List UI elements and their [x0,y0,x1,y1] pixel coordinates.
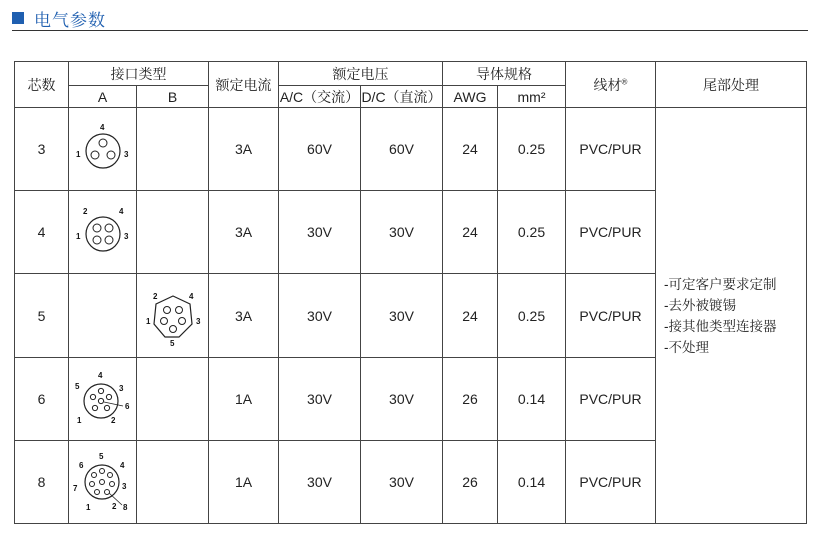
pin-label: 2 [110,415,115,425]
pin-label: 3 [123,150,128,160]
pin-label: 4 [118,207,123,217]
cell-awg: 24 [443,274,498,357]
pin-label: 8 [122,502,127,512]
pin-label: 2 [111,501,116,511]
cell-voltage-dc: 30V [361,440,443,523]
cell-cores: 3 [15,108,69,191]
header-connector-type: 接口类型 [69,62,209,86]
section-header [12,6,106,30]
section-title: 电气参数 [34,10,106,30]
header-voltage-ac: A/C（交流） [279,86,361,108]
header-awg: AWG [443,86,498,108]
cell-awg: 26 [443,357,498,440]
3-pin-connector-diagram [71,119,135,179]
cell-mm2: 0.14 [498,440,566,523]
cell-connector-a [69,357,137,440]
cell-current: 3A [209,274,279,357]
cell-cores: 6 [15,357,69,440]
pin-label: 6 [78,460,83,470]
header-voltage-dc: D/C（直流） [361,86,443,108]
cell-cores: 5 [15,274,69,357]
section-divider [12,30,808,31]
pin-label: 4 [188,291,193,301]
cell-awg: 26 [443,440,498,523]
pin-label: 3 [123,232,128,242]
cell-current: 3A [209,191,279,274]
pin-label: 1 [145,316,150,326]
cell-connector-a [69,108,137,191]
header-conductor: 导体规格 [443,62,566,86]
cell-mm2: 0.25 [498,274,566,357]
tail-option: -去外被镀锡 [664,297,736,313]
header-row-1 [15,62,807,86]
cell-connector-b [137,357,209,440]
cell-mm2: 0.25 [498,108,566,191]
cell-voltage-ac: 30V [279,274,361,357]
cell-voltage-dc: 30V [361,191,443,274]
4-pin-connector-diagram [71,202,135,262]
cell-voltage-dc: 30V [361,357,443,440]
8-pin-connector-diagram [70,449,136,515]
pin-label: 1 [76,415,81,425]
header-rated-current: 额定电流 [209,62,279,108]
cell-cores: 4 [15,191,69,274]
header-rated-voltage: 额定电压 [279,62,443,86]
pin-label: 5 [169,338,174,348]
cell-voltage-dc: 30V [361,274,443,357]
cell-wire: PVC/PUR [566,108,656,191]
cell-voltage-ac: 30V [279,191,361,274]
cell-current: 3A [209,108,279,191]
table-row [15,108,807,191]
cell-wire: PVC/PUR [566,440,656,523]
header-connector-a: A [69,86,137,108]
header-wire-label: 线材 [593,76,622,93]
header-cores: 芯数 [15,62,69,108]
cell-voltage-ac: 30V [279,357,361,440]
tail-option: -接其他类型连接器 [664,318,777,334]
header-connector-b: B [137,86,209,108]
6-pin-connector-diagram [71,367,135,431]
header-mm2: mm² [498,86,566,108]
pin-label: 4 [99,123,104,133]
5-pin-connector-diagram [141,284,205,348]
cell-voltage-ac: 30V [279,440,361,523]
cell-mm2: 0.14 [498,357,566,440]
pin-label: 1 [75,150,80,160]
pin-label: 2 [82,207,87,217]
tail-processing-options [656,108,807,524]
cell-voltage-ac: 60V [279,108,361,191]
cell-current: 1A [209,440,279,523]
pin-label: 5 [98,451,103,461]
cell-connector-a [69,191,137,274]
pin-label: 4 [119,460,124,470]
pin-label: 4 [97,370,102,380]
pin-label: 3 [121,481,126,491]
pin-label: 3 [195,316,200,326]
header-wire [566,62,656,108]
pin-label: 7 [72,483,77,493]
cell-awg: 24 [443,191,498,274]
tail-option: -不处理 [664,339,709,355]
pin-label: 1 [75,232,80,242]
cell-connector-b [137,274,209,357]
cell-connector-b [137,440,209,523]
cell-cores: 8 [15,440,69,523]
pin-label: 6 [124,401,129,411]
cell-connector-b [137,108,209,191]
pin-label: 3 [118,383,123,393]
pin-label: 5 [74,381,79,391]
cell-connector-b [137,191,209,274]
cell-wire: PVC/PUR [566,274,656,357]
pin-label: 1 [85,502,90,512]
cell-mm2: 0.25 [498,191,566,274]
cell-voltage-dc: 60V [361,108,443,191]
section-bullet-icon [12,12,24,24]
tail-option: -可定客户要求定制 [664,276,777,292]
registered-mark: ® [621,76,628,86]
cell-connector-a [69,440,137,523]
pin-label: 2 [152,291,157,301]
cell-wire: PVC/PUR [566,191,656,274]
cell-current: 1A [209,357,279,440]
cell-connector-a [69,274,137,357]
electrical-parameters-table [14,61,807,524]
header-tail: 尾部处理 [656,62,807,108]
cell-wire: PVC/PUR [566,357,656,440]
cell-awg: 24 [443,108,498,191]
